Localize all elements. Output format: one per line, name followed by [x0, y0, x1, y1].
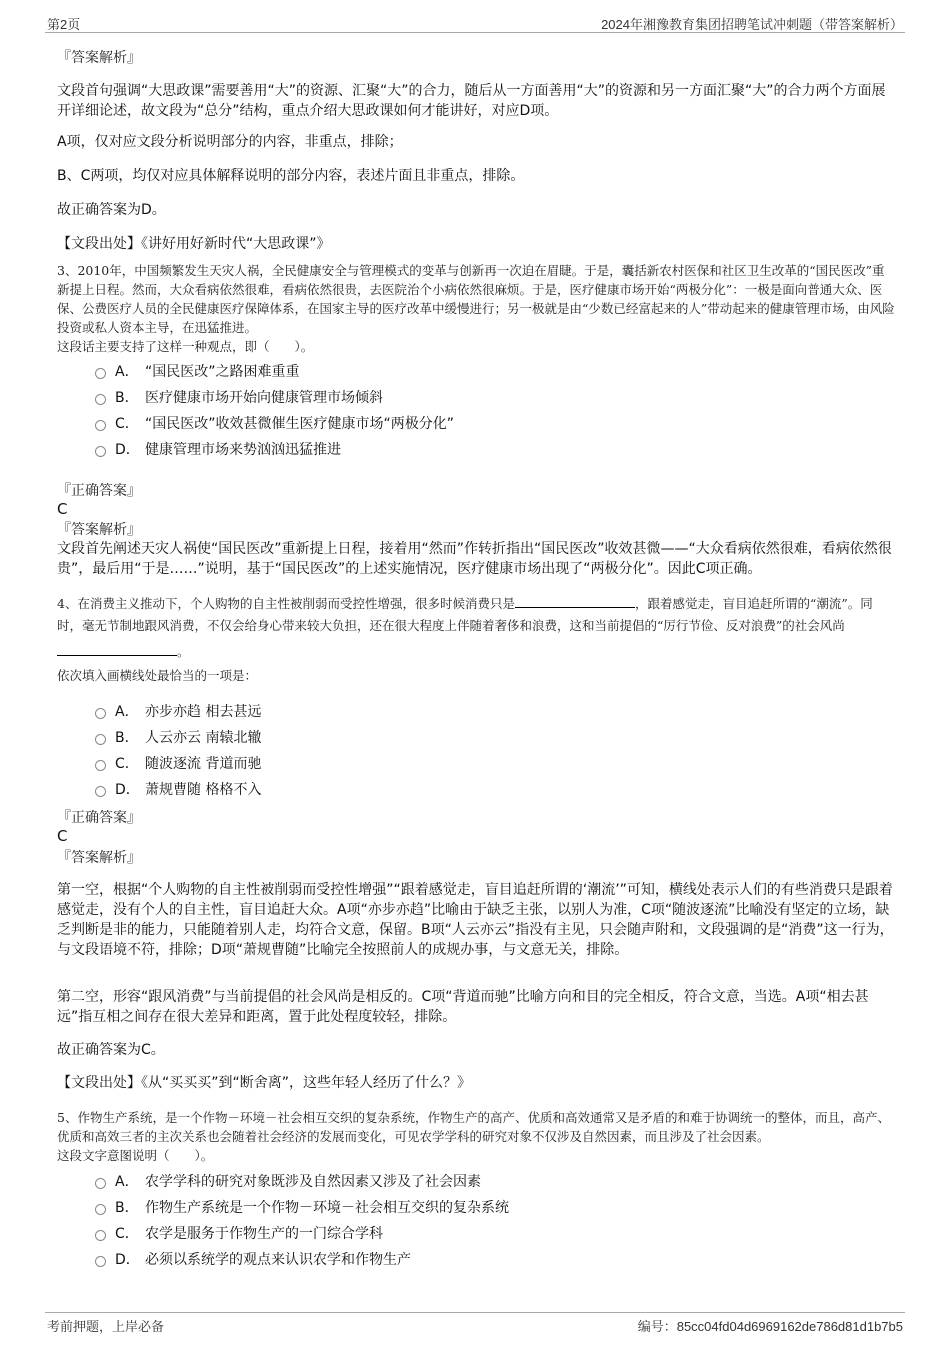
radio-icon[interactable]	[95, 760, 106, 771]
analysis-paragraph: 文段首先阐述天灾人祸使“国民医改”重新提上日程，接着用“然而”作转折指出“国民医改”收效甚微——“大众看病依然很难，看病依然很贵”，最后用“于是……”说明，基于“国民医改”的上述实施情况，医疗健康市场出现了“两极分化”。因此C项正确。	[57, 541, 892, 577]
radio-icon[interactable]	[95, 368, 106, 379]
correct-answer: C	[57, 827, 68, 845]
page-number: 第2页	[47, 17, 81, 32]
option-letter: C．	[115, 756, 139, 772]
option-text: “国民医改”收效甚微催生医疗健康市场“两极分化”	[145, 416, 455, 432]
footer-slogan: 考前押题，上岸必备	[47, 1319, 165, 1334]
serial-number	[638, 1316, 903, 1335]
fill-blank	[515, 593, 635, 608]
option-letter: C．	[115, 416, 139, 432]
question-5-stem	[57, 1108, 897, 1165]
option-text: 萧规曹随 格格不入	[145, 782, 262, 798]
question-text: 3、2010年，中国频繁发生天灾人祸，全民健康安全与管理模式的变革与创新再一次迫在眉睫。于是，囊括新农村医保和社区卫生改革的“国民医改”重新提上日程。然而，大众看病依然很难，看病依然很贵，去医院治个小病依然很麻烦。于是，医疗健康市场开始“两极分化”：一极是面向普通大众、医保、公费医疗人员的全民健康医疗保障体系，在国家主导的医疗改革中缓慢进行；另一极就是由“少数已经富起来的人”带动起来的健康管理市场，由风险投资或私人资本主导，在迅猛推进。	[57, 263, 895, 335]
option-letter: B．	[115, 1200, 139, 1216]
option-text: 医疗健康市场开始向健康管理市场倾斜	[145, 390, 383, 406]
radio-icon[interactable]	[95, 786, 106, 797]
option-text: 必须以系统学的观点来认识农学和作物生产	[145, 1252, 411, 1268]
option-letter: D．	[115, 782, 140, 798]
question-text: ，跟着感觉走，盲目追赶所谓的“潮流”。同时，毫无节制地跟风消费，不仅会给身心带来较大负担，还在很大程度上伴随着奢侈和浪费，这和当前提倡的“厉行节俭、反对浪费”的社会风尚	[57, 596, 873, 633]
option-a[interactable]	[95, 358, 454, 384]
option-text: 作物生产系统是一个作物－环境－社会相互交织的复杂系统	[145, 1200, 509, 1216]
analysis-label: 『答案解析』	[57, 50, 141, 66]
radio-icon[interactable]	[95, 1256, 106, 1267]
option-letter: D．	[115, 1252, 140, 1268]
radio-icon[interactable]	[95, 1204, 106, 1215]
question-text: 4、在消费主义推动下，个人购物的自主性被削弱而受控性增强，很多时候消费只是	[57, 596, 515, 611]
option-text: 亦步亦趋 相去甚远	[145, 704, 262, 720]
option-letter: B．	[115, 390, 139, 406]
analysis-paragraph: 文段首句强调“大思政课”需要善用“大”的资源、汇聚“大”的合力，随后从一方面善用“大”的资源和另一方面汇聚“大”的合力两个方面展开详细论述，故文段为“总分”结构，重点介绍大思政课如何才能讲好，对应D项。	[57, 83, 886, 119]
question-5-options	[95, 1168, 509, 1272]
answer-conclusion: 故正确答案为C。	[57, 1042, 165, 1058]
option-b[interactable]	[95, 724, 261, 750]
answer-conclusion: 故正确答案为D。	[57, 202, 166, 218]
serial-value: 85cc04fd04d6969162de786d81d1b7b5	[676, 1319, 903, 1334]
document-title: 2024年湘豫教育集团招聘笔试冲刺题（带答案解析）	[601, 17, 903, 32]
answer-label: 『正确答案』	[57, 810, 141, 826]
option-d[interactable]	[95, 436, 454, 462]
option-letter: B．	[115, 730, 139, 746]
question-3-stem	[57, 261, 897, 356]
radio-icon[interactable]	[95, 734, 106, 745]
option-text: 农学学科的研究对象既涉及自然因素又涉及了社会因素	[145, 1174, 481, 1190]
option-d[interactable]	[95, 1246, 509, 1272]
option-text: 随波逐流 背道而驰	[145, 756, 262, 772]
question-4-options	[95, 698, 261, 802]
option-a[interactable]	[95, 1168, 509, 1194]
analysis-paragraph: A项，仅对应文段分析说明部分的内容，非重点，排除；	[57, 134, 403, 150]
radio-icon[interactable]	[95, 446, 106, 457]
source-citation: 【文段出处】《讲好用好新时代“大思政课”》	[57, 236, 331, 252]
analysis-paragraph: 第一空，根据“个人购物的自主性被削弱而受控性增强”“跟着感觉走，盲目追赶所谓的‘潮流’”可知，横线处表示人们的有些消费只是跟着感觉走，没有个人的自主性，盲目追赶大众。A项“亦步亦趋”比喻由于缺乏主张，以别人为准，C项“随波逐流”比喻没有坚定的立场，缺乏判断是非的能力，只能随着别人走，均符合文意，保留。B项“人云亦云”指没有主见，只会随声附和，文段强调的是“消费”这一行为，与文段语境不符，排除；D项“萧规曹随”比喻完全按照前人的成规办事，与文意无关，排除。	[57, 882, 894, 958]
option-letter: A．	[115, 364, 139, 380]
option-b[interactable]	[95, 1194, 509, 1220]
option-a[interactable]	[95, 698, 261, 724]
option-c[interactable]	[95, 410, 454, 436]
radio-icon[interactable]	[95, 420, 106, 431]
radio-icon[interactable]	[95, 708, 106, 719]
option-letter: C．	[115, 1226, 139, 1242]
question-text: 。	[177, 644, 190, 659]
question-4-stem	[57, 593, 897, 663]
radio-icon[interactable]	[95, 1230, 106, 1241]
analysis-paragraph: B、C两项，均仅对应具体解释说明的部分内容，表述片面且非重点，排除。	[57, 168, 525, 184]
question-prompt: 依次填入画横线处最恰当的一项是：	[57, 668, 258, 683]
option-text: 农学是服务于作物生产的一门综合学科	[145, 1226, 383, 1242]
answer-label: 『正确答案』	[57, 483, 141, 499]
radio-icon[interactable]	[95, 394, 106, 405]
option-text: 健康管理市场来势汹汹迅猛推进	[145, 442, 341, 458]
question-3-options	[95, 358, 454, 462]
correct-answer: C	[57, 500, 68, 518]
option-letter: A．	[115, 704, 139, 720]
fill-blank	[57, 641, 177, 656]
page-footer	[45, 1312, 905, 1335]
page-header	[45, 10, 905, 33]
question-prompt: 这段文字意图说明（ ）。	[57, 1148, 214, 1163]
option-text: 人云亦云 南辕北辙	[145, 730, 262, 746]
option-letter: D．	[115, 442, 140, 458]
analysis-label: 『答案解析』	[57, 850, 141, 866]
analysis-paragraph: 第二空，形容“跟风消费”与当前提倡的社会风尚是相反的。C项“背道而驰”比喻方向和目的完全相反，符合文意，当选。A项“相去甚远”指互相之间存在很大差异和距离，置于此处程度较轻，排除。	[57, 989, 869, 1025]
option-c[interactable]	[95, 750, 261, 776]
question-prompt: 这段话主要支持了这样一种观点，即（ ）。	[57, 339, 314, 354]
serial-label: 编号：	[637, 1319, 677, 1334]
radio-icon[interactable]	[95, 1178, 106, 1189]
option-letter: A．	[115, 1174, 139, 1190]
option-b[interactable]	[95, 384, 454, 410]
question-text: 5、作物生产系统，是一个作物－环境－社会相互交织的复杂系统，作物生产的高产、优质和高效通常又是矛盾的和难于协调统一的整体，而且，高产、优质和高效三者的主次关系也会随着社会经济的发展而变化，可见农学学科的研究对象不仅涉及自然因素，而且涉及了社会因素。	[57, 1110, 890, 1144]
option-d[interactable]	[95, 776, 261, 802]
analysis-label: 『答案解析』	[57, 522, 141, 538]
source-citation: 【文段出处】《从“买买买”到“断舍离”，这些年轻人经历了什么？》	[57, 1075, 472, 1091]
option-c[interactable]	[95, 1220, 509, 1246]
option-text: “国民医改”之路困难重重	[145, 364, 300, 380]
